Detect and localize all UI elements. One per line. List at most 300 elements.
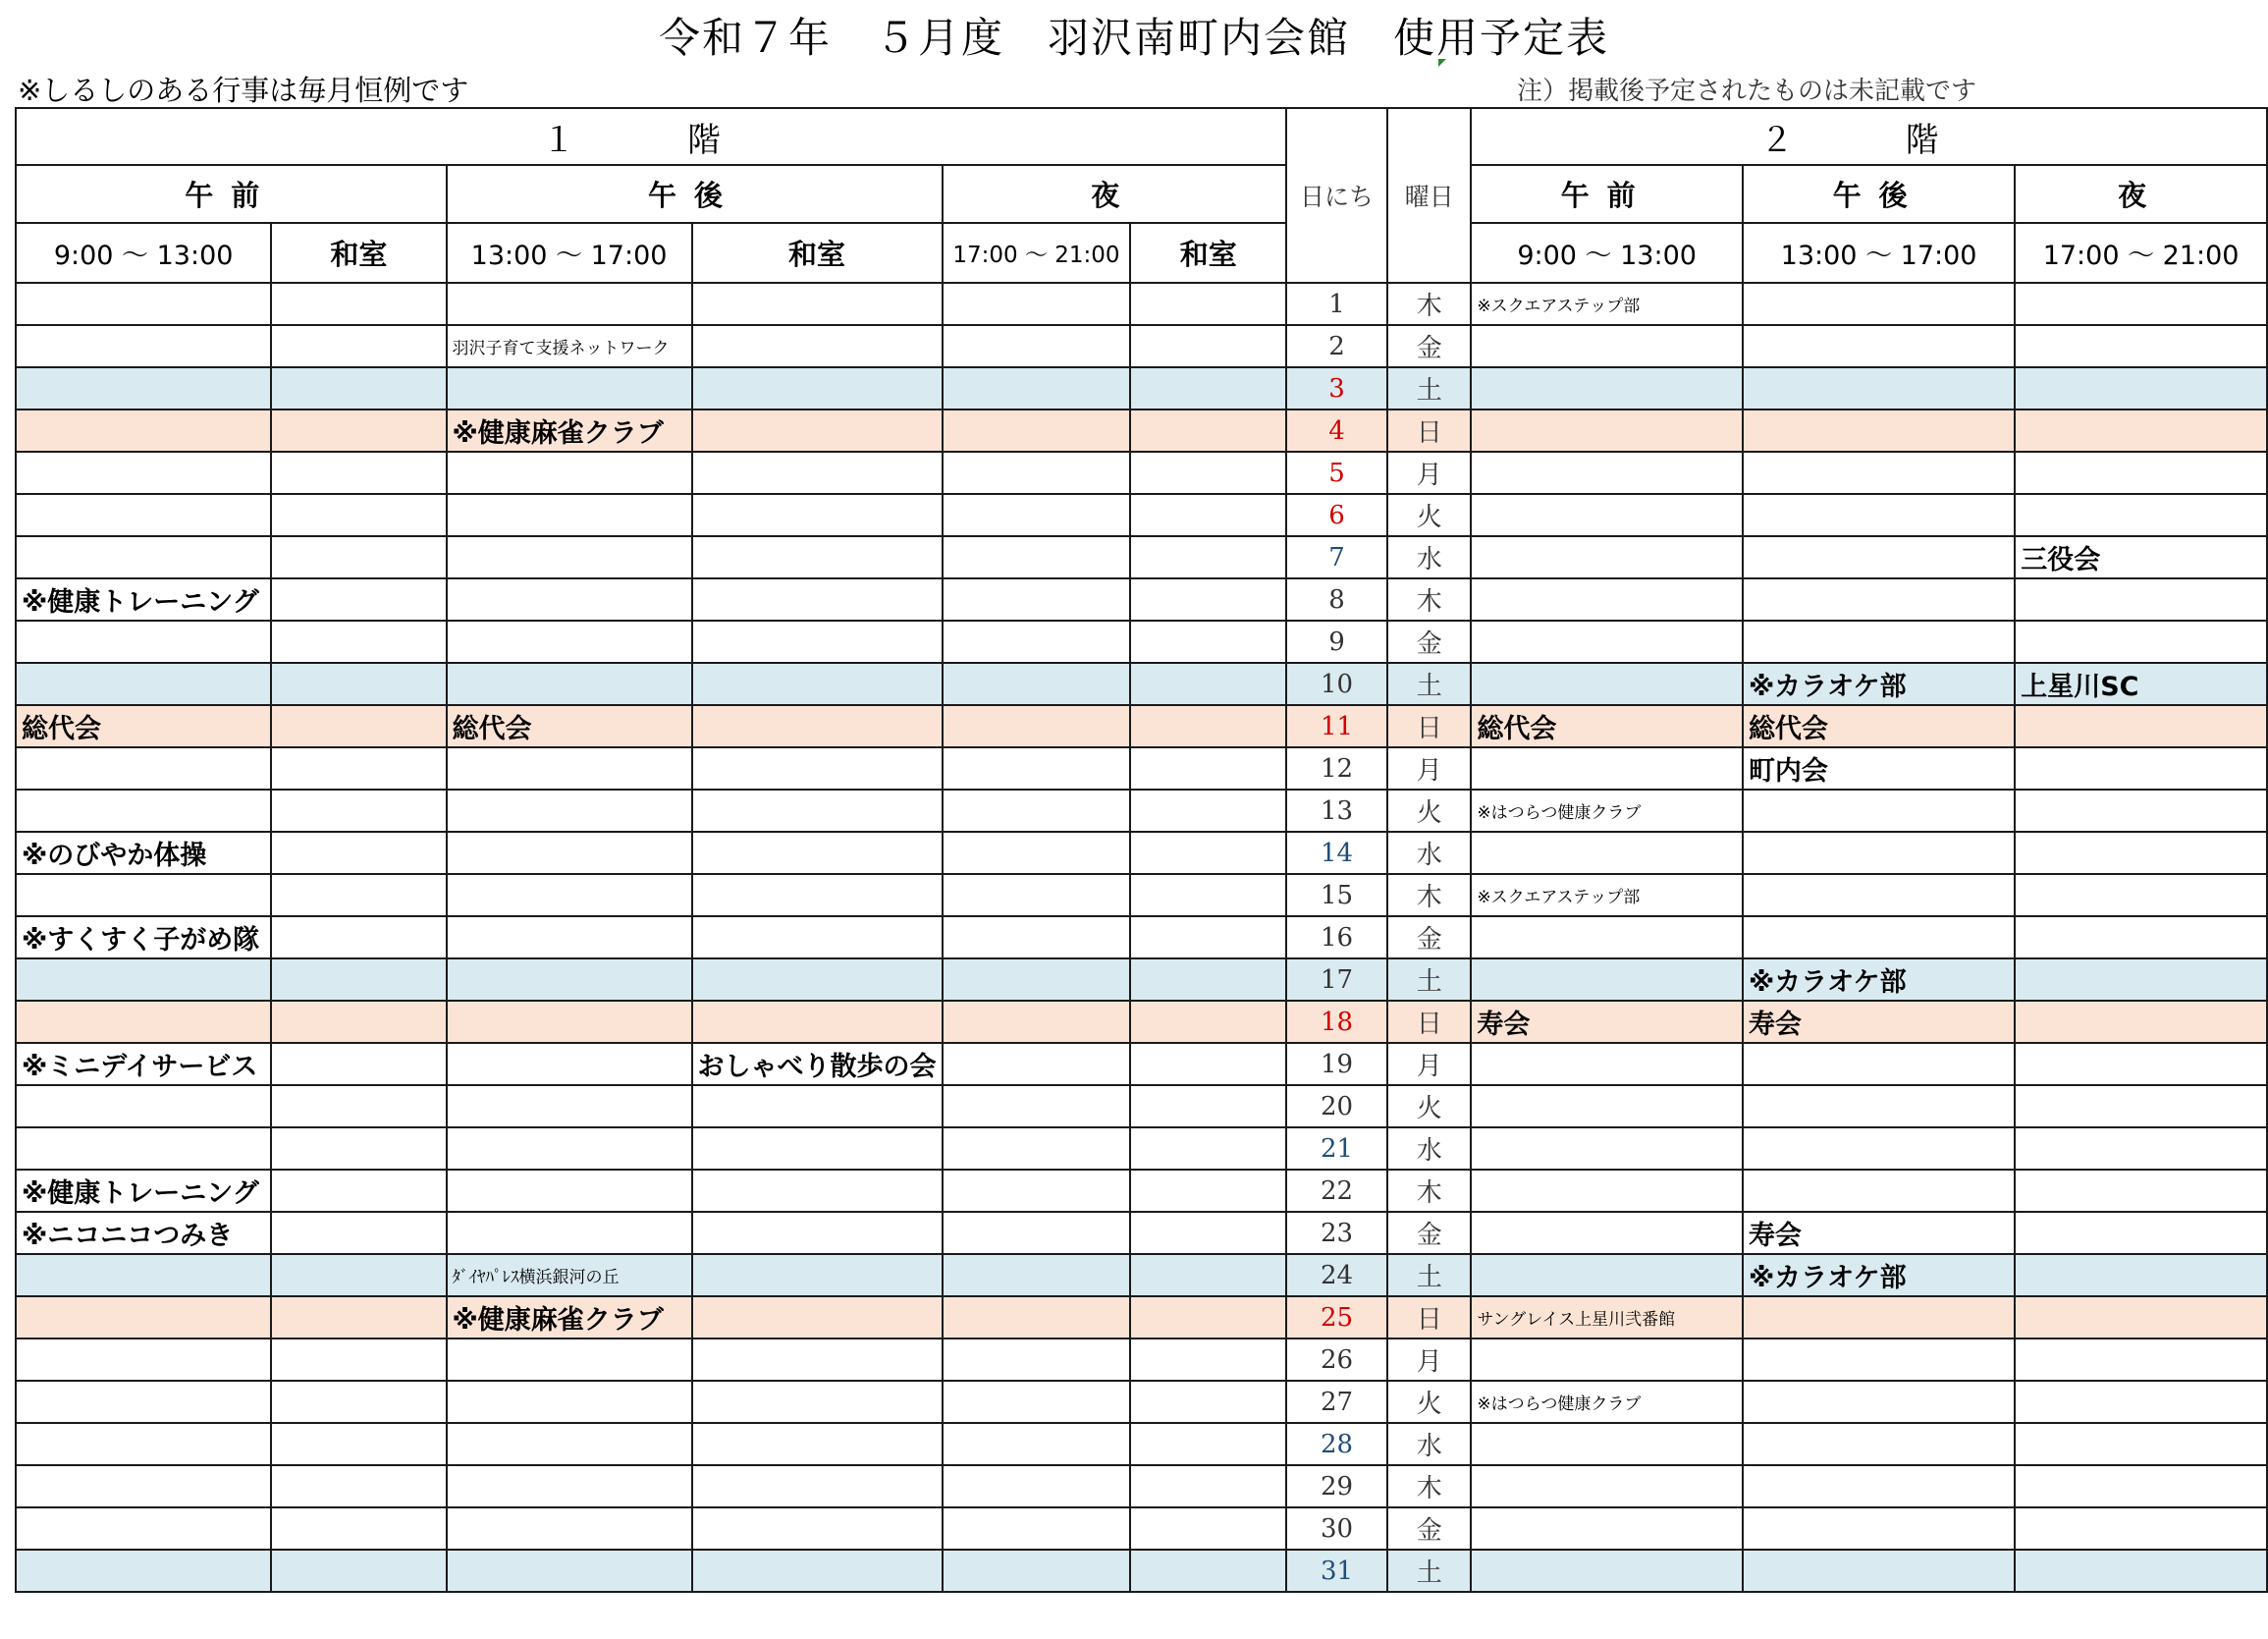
f1-afternoon-washitsu-cell <box>692 1507 943 1550</box>
f1-afternoon-washitsu-cell <box>692 958 943 1001</box>
f1-night-cell <box>943 958 1131 1001</box>
f2-night-cell <box>2015 367 2267 410</box>
f1-afternoon-cell <box>447 452 692 494</box>
f1-morning-cell <box>16 874 271 916</box>
f1-night-cell <box>943 1423 1131 1465</box>
f1-morning-cell <box>16 1085 271 1127</box>
f1-night-washitsu-cell <box>1130 578 1286 621</box>
f2-night-cell <box>2015 1507 2267 1550</box>
table-row <box>16 1465 2267 1507</box>
f1-afternoon-cell: ※健康麻雀クラブ <box>447 1296 692 1339</box>
f2-night-cell <box>2015 1465 2267 1507</box>
f1-night-cell <box>943 621 1131 663</box>
f2-morning-cell <box>1471 958 1743 1001</box>
day-number: 28 <box>1286 1423 1387 1465</box>
f2-afternoon-cell <box>1743 1170 2015 1212</box>
f2-night-cell: 三役会 <box>2015 536 2267 578</box>
f2-night-cell <box>2015 1339 2267 1381</box>
f1-night-cell <box>943 1254 1131 1296</box>
day-number: 5 <box>1286 452 1387 494</box>
table-row <box>16 1339 2267 1381</box>
f1-night-cell <box>943 790 1131 832</box>
table-row <box>16 1043 2267 1085</box>
f1-night-washitsu-cell <box>1130 1465 1286 1507</box>
table-row <box>16 494 2267 536</box>
f1-morning-cell <box>16 410 271 452</box>
f2-night-cell: 上星川SC <box>2015 663 2267 705</box>
f2-night-time: 17:00 〜 21:00 <box>2015 223 2267 283</box>
f1-night-washitsu-cell <box>1130 283 1286 325</box>
f1-afternoon-washitsu-cell <box>692 663 943 705</box>
f1-night-washitsu-cell <box>1130 747 1286 790</box>
f1-morning-cell: ※のびやか体操 <box>16 832 271 874</box>
f1-morning-washitsu-cell <box>271 1170 446 1212</box>
weekday: 水 <box>1387 832 1471 874</box>
f1-night-cell <box>943 367 1131 410</box>
f1-afternoon-cell <box>447 1001 692 1043</box>
f1-afternoon-cell <box>447 958 692 1001</box>
f2-morning-cell: サングレイス上星川弐番館 <box>1471 1296 1743 1339</box>
f1-night-cell <box>943 1296 1131 1339</box>
weekday: 月 <box>1387 1043 1471 1085</box>
f1-night-washitsu-cell <box>1130 621 1286 663</box>
table-row <box>16 578 2267 621</box>
f1-night-cell <box>943 1381 1131 1423</box>
f2-night-cell <box>2015 1423 2267 1465</box>
f1-morning-cell <box>16 283 271 325</box>
day-number: 17 <box>1286 958 1387 1001</box>
f1-morning-cell <box>16 663 271 705</box>
f2-morning-cell <box>1471 663 1743 705</box>
f1-morning-cell <box>16 1339 271 1381</box>
f1-afternoon-washitsu: 和室 <box>692 223 943 283</box>
f1-afternoon-washitsu-cell <box>692 494 943 536</box>
f1-night-cell <box>943 1507 1131 1550</box>
f2-afternoon-cell <box>1743 1381 2015 1423</box>
f2-afternoon-cell <box>1743 874 2015 916</box>
table-row <box>16 705 2267 747</box>
f2-afternoon-cell: 寿会 <box>1743 1001 2015 1043</box>
f1-morning-cell <box>16 1296 271 1339</box>
f1-night-washitsu-cell <box>1130 494 1286 536</box>
weekday: 木 <box>1387 283 1471 325</box>
f1-morning-washitsu-cell <box>271 325 446 367</box>
f2-afternoon-cell <box>1743 621 2015 663</box>
f1-morning-washitsu-cell <box>271 494 446 536</box>
f1-morning-washitsu-cell <box>271 747 446 790</box>
f1-afternoon-cell <box>447 790 692 832</box>
f2-morning-cell: ※はつらつ健康クラブ <box>1471 790 1743 832</box>
f1-night-washitsu-cell <box>1130 1339 1286 1381</box>
day-number: 19 <box>1286 1043 1387 1085</box>
f1-morning-washitsu-cell <box>271 1507 446 1550</box>
f1-afternoon-cell: ﾀﾞｲﾔﾊﾟﾚｽ横浜銀河の丘 <box>447 1254 692 1296</box>
f2-morning-cell <box>1471 1085 1743 1127</box>
f1-afternoon-washitsu-cell <box>692 1550 943 1592</box>
f1-afternoon-washitsu-cell <box>692 367 943 410</box>
f1-afternoon-header: 午後 <box>447 165 943 223</box>
table-row <box>16 1001 2267 1043</box>
day-number: 2 <box>1286 325 1387 367</box>
weekday: 木 <box>1387 874 1471 916</box>
recurring-note: ※しるしのある行事は毎月恒例です <box>18 74 469 107</box>
f2-afternoon-cell <box>1743 1127 2015 1170</box>
weekday: 火 <box>1387 1381 1471 1423</box>
f1-night-washitsu-cell <box>1130 1170 1286 1212</box>
f1-morning-cell <box>16 452 271 494</box>
f1-night-washitsu-cell <box>1130 1254 1286 1296</box>
f1-afternoon-cell: 総代会 <box>447 705 692 747</box>
f1-afternoon-cell <box>447 621 692 663</box>
f2-afternoon-cell: ※カラオケ部 <box>1743 663 2015 705</box>
weekday-column-header: 曜日 <box>1387 108 1471 283</box>
schedule-table <box>15 107 2268 1593</box>
f2-afternoon-time: 13:00 〜 17:00 <box>1743 223 2015 283</box>
day-number: 15 <box>1286 874 1387 916</box>
f1-afternoon-washitsu-cell <box>692 1127 943 1170</box>
f1-night-cell <box>943 578 1131 621</box>
weekday: 火 <box>1387 1085 1471 1127</box>
f2-morning-cell <box>1471 1127 1743 1170</box>
f1-night-washitsu-cell <box>1130 1507 1286 1550</box>
f1-morning-washitsu-cell <box>271 536 446 578</box>
table-row <box>16 1296 2267 1339</box>
f1-morning-washitsu-cell <box>271 832 446 874</box>
f2-afternoon-cell <box>1743 1423 2015 1465</box>
f2-afternoon-cell <box>1743 536 2015 578</box>
f1-afternoon-cell <box>447 283 692 325</box>
f1-morning-washitsu-cell <box>271 621 446 663</box>
table-row <box>16 536 2267 578</box>
f2-morning-cell <box>1471 1339 1743 1381</box>
day-number: 16 <box>1286 916 1387 958</box>
f2-night-cell <box>2015 1550 2267 1592</box>
table-row <box>16 916 2267 958</box>
f2-morning-cell <box>1471 621 1743 663</box>
f2-afternoon-cell <box>1743 1043 2015 1085</box>
f1-afternoon-washitsu-cell <box>692 916 943 958</box>
f2-afternoon-cell <box>1743 916 2015 958</box>
f2-morning-cell <box>1471 1550 1743 1592</box>
f1-morning-cell <box>16 747 271 790</box>
table-row <box>16 832 2267 874</box>
f1-afternoon-cell <box>447 1465 692 1507</box>
day-number: 23 <box>1286 1212 1387 1254</box>
f2-afternoon-cell <box>1743 1085 2015 1127</box>
f1-morning-washitsu-cell <box>271 1085 446 1127</box>
f1-night-cell <box>943 1043 1131 1085</box>
f1-morning-cell <box>16 536 271 578</box>
day-number: 31 <box>1286 1550 1387 1592</box>
table-row <box>16 621 2267 663</box>
f1-morning-cell <box>16 1423 271 1465</box>
f1-night-washitsu-cell <box>1130 410 1286 452</box>
table-row <box>16 1423 2267 1465</box>
f1-morning-time: 9:00 〜 13:00 <box>16 223 271 283</box>
f1-afternoon-cell <box>447 1212 692 1254</box>
f1-afternoon-cell <box>447 1423 692 1465</box>
f1-afternoon-washitsu-cell <box>692 410 943 452</box>
f1-night-cell <box>943 452 1131 494</box>
f1-night-washitsu-cell <box>1130 1085 1286 1127</box>
f1-afternoon-cell <box>447 1339 692 1381</box>
f1-night-time: 17:00 〜 21:00 <box>943 223 1131 283</box>
f1-morning-cell <box>16 1254 271 1296</box>
weekday: 土 <box>1387 1254 1471 1296</box>
f1-afternoon-washitsu-cell <box>692 1170 943 1212</box>
table-row <box>16 663 2267 705</box>
f1-night-washitsu-cell <box>1130 663 1286 705</box>
table-row <box>16 874 2267 916</box>
weekday: 日 <box>1387 1296 1471 1339</box>
f1-morning-washitsu-cell <box>271 1127 446 1170</box>
weekday: 日 <box>1387 705 1471 747</box>
day-number: 20 <box>1286 1085 1387 1127</box>
f1-morning-washitsu-cell <box>271 452 446 494</box>
weekday: 水 <box>1387 536 1471 578</box>
f1-afternoon-washitsu-cell: おしゃべり散歩の会 <box>692 1043 943 1085</box>
f2-morning-cell <box>1471 832 1743 874</box>
f1-night-washitsu-cell <box>1130 367 1286 410</box>
weekday: 木 <box>1387 578 1471 621</box>
f2-morning-cell <box>1471 1170 1743 1212</box>
day-number: 4 <box>1286 410 1387 452</box>
f1-afternoon-washitsu-cell <box>692 1254 943 1296</box>
f1-morning-cell: ※健康トレーニング <box>16 578 271 621</box>
f1-afternoon-washitsu-cell <box>692 283 943 325</box>
weekday: 日 <box>1387 410 1471 452</box>
f1-afternoon-washitsu-cell <box>692 705 943 747</box>
f1-night-cell <box>943 325 1131 367</box>
f1-afternoon-washitsu-cell <box>692 1339 943 1381</box>
f2-afternoon-cell <box>1743 578 2015 621</box>
f2-night-cell <box>2015 1043 2267 1085</box>
f1-afternoon-washitsu-cell <box>692 747 943 790</box>
f1-morning-cell <box>16 958 271 1001</box>
f2-night-cell <box>2015 1212 2267 1254</box>
day-number: 25 <box>1286 1296 1387 1339</box>
floor-1-header: １ 階 <box>16 108 1286 165</box>
day-number: 26 <box>1286 1339 1387 1381</box>
f1-night-washitsu-cell <box>1130 1212 1286 1254</box>
f2-night-cell <box>2015 916 2267 958</box>
f1-night-washitsu-cell <box>1130 790 1286 832</box>
day-number: 13 <box>1286 790 1387 832</box>
f1-night-cell <box>943 410 1131 452</box>
f2-night-cell <box>2015 747 2267 790</box>
f2-night-cell <box>2015 1001 2267 1043</box>
f2-morning-cell <box>1471 1254 1743 1296</box>
f1-afternoon-cell <box>447 1550 692 1592</box>
f2-morning-cell <box>1471 1043 1743 1085</box>
day-number: 7 <box>1286 536 1387 578</box>
f1-night-washitsu-cell <box>1130 1001 1286 1043</box>
f1-afternoon-cell <box>447 1507 692 1550</box>
table-row <box>16 410 2267 452</box>
day-number: 9 <box>1286 621 1387 663</box>
f2-morning-cell <box>1471 916 1743 958</box>
f1-night-washitsu-cell <box>1130 1296 1286 1339</box>
f1-afternoon-cell <box>447 494 692 536</box>
f1-afternoon-washitsu-cell <box>692 1001 943 1043</box>
f1-afternoon-washitsu-cell <box>692 1296 943 1339</box>
day-number: 10 <box>1286 663 1387 705</box>
f1-morning-cell <box>16 367 271 410</box>
f1-afternoon-washitsu-cell <box>692 790 943 832</box>
f2-morning-cell <box>1471 410 1743 452</box>
f2-morning-cell: 総代会 <box>1471 705 1743 747</box>
f1-morning-washitsu-cell <box>271 367 446 410</box>
f1-morning-cell <box>16 1465 271 1507</box>
table-row <box>16 1212 2267 1254</box>
f1-afternoon-cell <box>447 536 692 578</box>
weekday: 土 <box>1387 958 1471 1001</box>
weekday: 日 <box>1387 1001 1471 1043</box>
day-number: 12 <box>1286 747 1387 790</box>
f2-morning-cell <box>1471 1212 1743 1254</box>
weekday: 水 <box>1387 1127 1471 1170</box>
f2-night-cell <box>2015 1127 2267 1170</box>
f2-afternoon-cell <box>1743 325 2015 367</box>
table-row <box>16 1127 2267 1170</box>
f1-night-cell <box>943 1085 1131 1127</box>
cell-comment-marker <box>1438 59 1446 67</box>
f2-night-cell <box>2015 283 2267 325</box>
f1-night-washitsu-cell <box>1130 705 1286 747</box>
weekday: 土 <box>1387 663 1471 705</box>
f1-morning-washitsu-cell <box>271 1339 446 1381</box>
table-row <box>16 283 2267 325</box>
weekday: 月 <box>1387 1339 1471 1381</box>
f2-night-cell <box>2015 705 2267 747</box>
f2-night-cell <box>2015 958 2267 1001</box>
day-number: 14 <box>1286 832 1387 874</box>
table-row <box>16 790 2267 832</box>
day-number: 8 <box>1286 578 1387 621</box>
weekday: 木 <box>1387 1465 1471 1507</box>
f2-morning-cell <box>1471 367 1743 410</box>
f1-night-header: 夜 <box>943 165 1286 223</box>
table-row <box>16 1085 2267 1127</box>
f1-night-cell <box>943 747 1131 790</box>
f1-night-cell <box>943 536 1131 578</box>
f2-afternoon-cell <box>1743 1550 2015 1592</box>
f1-night-cell <box>943 1001 1131 1043</box>
table-row <box>16 452 2267 494</box>
f1-afternoon-washitsu-cell <box>692 325 943 367</box>
day-number: 21 <box>1286 1127 1387 1170</box>
f1-afternoon-washitsu-cell <box>692 1465 943 1507</box>
f1-afternoon-cell <box>447 1085 692 1127</box>
f2-night-header: 夜 <box>2015 165 2267 223</box>
f1-night-cell <box>943 1339 1131 1381</box>
f1-afternoon-cell <box>447 1170 692 1212</box>
day-number: 11 <box>1286 705 1387 747</box>
f1-morning-cell <box>16 790 271 832</box>
f1-afternoon-cell <box>447 1127 692 1170</box>
f1-morning-washitsu-cell <box>271 410 446 452</box>
f1-afternoon-cell <box>447 1043 692 1085</box>
f1-afternoon-cell <box>447 578 692 621</box>
f1-morning-washitsu-cell <box>271 705 446 747</box>
f1-night-washitsu-cell <box>1130 916 1286 958</box>
f1-night-washitsu-cell <box>1130 874 1286 916</box>
unlisted-note: 注）掲載後予定されたものは未記載です <box>1517 77 1977 106</box>
f2-night-cell <box>2015 325 2267 367</box>
weekday: 水 <box>1387 1423 1471 1465</box>
f1-afternoon-cell <box>447 874 692 916</box>
f1-morning-washitsu-cell <box>271 1001 446 1043</box>
weekday: 月 <box>1387 747 1471 790</box>
weekday: 木 <box>1387 1170 1471 1212</box>
f2-afternoon-cell <box>1743 410 2015 452</box>
day-number: 27 <box>1286 1381 1387 1423</box>
f1-afternoon-washitsu-cell <box>692 832 943 874</box>
f1-morning-cell <box>16 1550 271 1592</box>
f1-morning-washitsu-cell <box>271 578 446 621</box>
f2-night-cell <box>2015 1085 2267 1127</box>
floor-2-header: ２ 階 <box>1471 108 2267 165</box>
f1-night-washitsu-cell <box>1130 1381 1286 1423</box>
f1-morning-cell: 総代会 <box>16 705 271 747</box>
f1-morning-washitsu-cell <box>271 1212 446 1254</box>
weekday: 金 <box>1387 1212 1471 1254</box>
day-column-header: 日にち <box>1286 108 1387 283</box>
table-row <box>16 325 2267 367</box>
day-number: 22 <box>1286 1170 1387 1212</box>
f1-night-washitsu-cell <box>1130 832 1286 874</box>
f1-night-washitsu-cell <box>1130 1127 1286 1170</box>
f1-afternoon-washitsu-cell <box>692 1085 943 1127</box>
f1-morning-washitsu-cell <box>271 283 446 325</box>
day-number: 3 <box>1286 367 1387 410</box>
weekday: 金 <box>1387 916 1471 958</box>
f2-night-cell <box>2015 790 2267 832</box>
f1-night-cell <box>943 874 1131 916</box>
day-number: 24 <box>1286 1254 1387 1296</box>
f2-afternoon-cell <box>1743 832 2015 874</box>
day-number: 6 <box>1286 494 1387 536</box>
f1-afternoon-washitsu-cell <box>692 452 943 494</box>
table-row <box>16 747 2267 790</box>
f1-night-washitsu-cell <box>1130 1043 1286 1085</box>
f1-morning-cell <box>16 1127 271 1170</box>
f1-night-washitsu-cell <box>1130 958 1286 1001</box>
f2-afternoon-cell <box>1743 1339 2015 1381</box>
f2-morning-header: 午前 <box>1471 165 1743 223</box>
day-number: 29 <box>1286 1465 1387 1507</box>
f2-morning-cell <box>1471 325 1743 367</box>
f2-morning-cell <box>1471 452 1743 494</box>
page-title: 令和７年 ５月度 羽沢南町内会館 使用予定表 <box>658 14 1609 62</box>
f1-afternoon-washitsu-cell <box>692 621 943 663</box>
table-row <box>16 1507 2267 1550</box>
f2-morning-cell <box>1471 1423 1743 1465</box>
f1-night-washitsu-cell <box>1130 1423 1286 1465</box>
f2-afternoon-cell: ※カラオケ部 <box>1743 958 2015 1001</box>
f2-morning-cell: ※はつらつ健康クラブ <box>1471 1381 1743 1423</box>
f2-afternoon-cell <box>1743 494 2015 536</box>
f2-afternoon-cell <box>1743 367 2015 410</box>
f1-morning-cell: ※ミニデイサービス <box>16 1043 271 1085</box>
f2-morning-cell <box>1471 494 1743 536</box>
f1-morning-washitsu-cell <box>271 958 446 1001</box>
f1-afternoon-washitsu-cell <box>692 536 943 578</box>
f2-morning-cell <box>1471 1465 1743 1507</box>
f1-morning-cell <box>16 325 271 367</box>
f1-afternoon-washitsu-cell <box>692 1423 943 1465</box>
f1-afternoon-cell <box>447 367 692 410</box>
